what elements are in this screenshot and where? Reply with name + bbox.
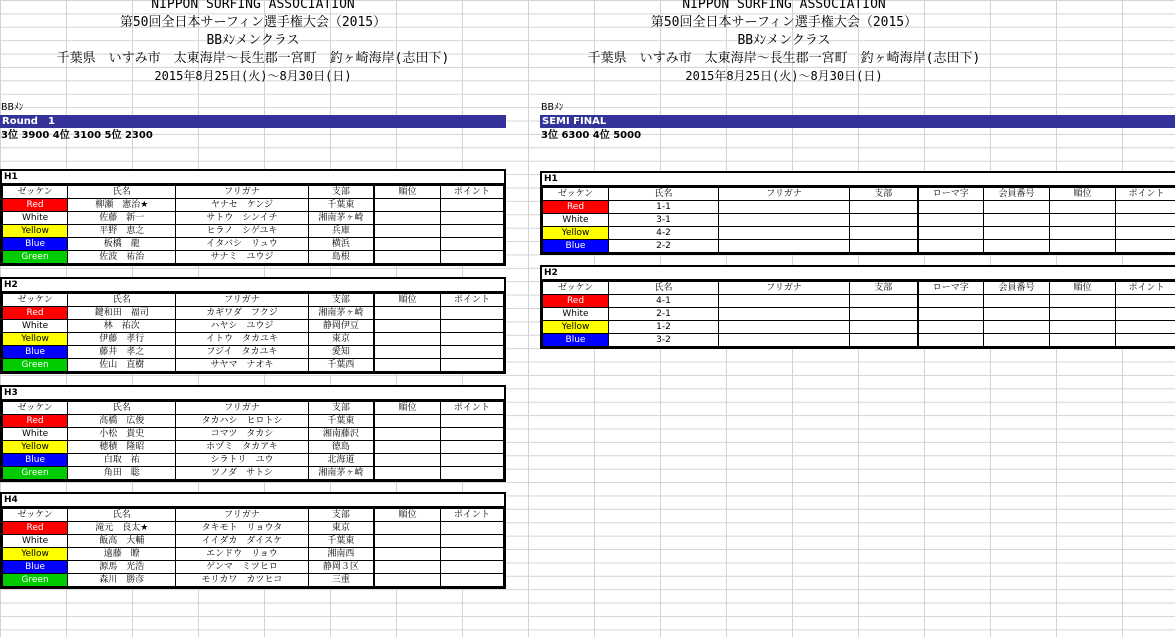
bib-color-cell: White — [543, 214, 609, 227]
kana-cell: ハヤシ ユウジ — [176, 320, 308, 333]
bib-color-cell: Yellow — [543, 321, 609, 334]
bib-color-cell: White — [543, 308, 609, 321]
column-header: 順位 — [1050, 282, 1116, 295]
branch-cell: 徳島 — [308, 441, 374, 454]
empty-cell — [918, 321, 984, 334]
empty-cell — [918, 240, 984, 253]
empty-cell — [374, 320, 440, 333]
branch-cell: 島根 — [308, 251, 374, 264]
empty-cell — [374, 346, 440, 359]
branch-cell: 湘南西 — [308, 548, 374, 561]
venue-title: 千葉県 いすみ市 太東海岸～長生郡一宮町 釣ヶ崎海岸(志田下) — [56, 51, 450, 66]
empty-cell — [1116, 334, 1175, 347]
empty-cell — [1116, 214, 1175, 227]
kana-cell: タキモト リョウタ — [176, 522, 308, 535]
table-row — [3, 251, 504, 264]
branch-cell: 兵庫 — [308, 225, 374, 238]
branch-cell: 湘南茅ヶ崎 — [308, 212, 374, 225]
bib-color-cell: Green — [3, 467, 68, 480]
branch-cell: 静岡伊豆 — [308, 320, 374, 333]
table-row — [3, 307, 504, 320]
bib-color-cell: White — [3, 320, 68, 333]
empty-cell — [374, 467, 440, 480]
heat-title: H2 — [542, 267, 1175, 281]
empty-cell — [918, 334, 984, 347]
prize-money: 3位 3900 4位 3100 5位 2300 — [1, 130, 153, 141]
table-row — [3, 561, 504, 574]
table-row — [3, 238, 504, 251]
section-label: BBﾒﾝ — [1, 102, 24, 113]
branch-cell: 横浜 — [308, 238, 374, 251]
table-row — [543, 321, 1175, 334]
column-header: ローマ字 — [918, 188, 984, 201]
column-header: ポイント — [440, 509, 503, 522]
kana-cell: サナミ ユウジ — [176, 251, 308, 264]
column-header: 順位 — [374, 294, 440, 307]
empty-cell — [918, 214, 984, 227]
empty-cell — [374, 574, 440, 587]
dates-title: 2015年8月25日(火)～8月30日(日) — [685, 69, 883, 83]
name-cell: 1-1 — [609, 201, 719, 214]
bib-color-cell: Yellow — [543, 227, 609, 240]
table-row — [3, 548, 504, 561]
empty-cell — [850, 240, 918, 253]
empty-cell — [984, 201, 1050, 214]
column-header: フリガナ — [719, 282, 850, 295]
dates-title: 2015年8月25日(火)～8月30日(日) — [154, 69, 352, 83]
heat-table — [2, 508, 504, 587]
heat-title: H3 — [2, 387, 504, 401]
kana-cell: シラトリ ユウ — [176, 454, 308, 467]
branch-cell: 湘南藤沢 — [308, 428, 374, 441]
empty-cell — [374, 238, 440, 251]
table-row — [543, 295, 1175, 308]
column-header: フリガナ — [176, 186, 308, 199]
heat-table — [2, 293, 504, 372]
column-header: 順位 — [374, 509, 440, 522]
column-header: 順位 — [374, 186, 440, 199]
bib-color-cell: Blue — [543, 240, 609, 253]
column-header: 氏名 — [68, 402, 176, 415]
table-row — [3, 359, 504, 372]
column-header: ポイント — [440, 294, 503, 307]
empty-cell — [1116, 295, 1175, 308]
empty-cell — [440, 212, 503, 225]
table-row — [543, 227, 1175, 240]
column-header: ゼッケン — [3, 509, 68, 522]
empty-cell — [719, 334, 850, 347]
heat-title: H1 — [542, 173, 1175, 187]
name-cell: 4-1 — [609, 295, 719, 308]
empty-cell — [918, 201, 984, 214]
empty-cell — [1050, 214, 1116, 227]
name-cell: 平野 恵之 — [68, 225, 176, 238]
kana-cell: サヤマ ナオキ — [176, 359, 308, 372]
kana-cell: エンドウ リョウ — [176, 548, 308, 561]
column-header: ポイント — [440, 402, 503, 415]
column-header: 氏名 — [609, 282, 719, 295]
name-cell: 佐藤 新一 — [68, 212, 176, 225]
table-row — [3, 467, 504, 480]
empty-cell — [440, 307, 503, 320]
header-row — [3, 509, 504, 522]
empty-cell — [719, 227, 850, 240]
branch-cell: 三重 — [308, 574, 374, 587]
column-header: ローマ字 — [918, 282, 984, 295]
header-row — [3, 402, 504, 415]
column-header: 支部 — [850, 188, 918, 201]
column-header: 氏名 — [609, 188, 719, 201]
empty-cell — [440, 320, 503, 333]
branch-cell: 東京 — [308, 522, 374, 535]
branch-cell: 千葉西 — [308, 359, 374, 372]
empty-cell — [440, 428, 503, 441]
column-header: 支部 — [850, 282, 918, 295]
kana-cell: タカハシ ヒロトシ — [176, 415, 308, 428]
empty-cell — [440, 225, 503, 238]
empty-cell — [984, 334, 1050, 347]
branch-cell: 湘南茅ヶ崎 — [308, 307, 374, 320]
empty-cell — [984, 321, 1050, 334]
empty-cell — [1050, 295, 1116, 308]
column-header: 会員番号 — [984, 282, 1050, 295]
kana-cell: ゲンマ ミツヒロ — [176, 561, 308, 574]
empty-cell — [984, 227, 1050, 240]
table-row — [3, 320, 504, 333]
empty-cell — [719, 240, 850, 253]
empty-cell — [1116, 227, 1175, 240]
header-row — [3, 294, 504, 307]
venue-title: 千葉県 いすみ市 太東海岸～長生郡一宮町 釣ヶ崎海岸(志田下) — [587, 51, 981, 66]
branch-cell: 千葉東 — [308, 415, 374, 428]
column-header: 支部 — [308, 186, 374, 199]
heat-block — [0, 169, 506, 266]
heat-title: H2 — [2, 279, 504, 293]
empty-cell — [1050, 334, 1116, 347]
name-cell: 林 祐次 — [68, 320, 176, 333]
right-panel — [540, 0, 1175, 637]
name-cell: 高橋 広俊 — [68, 415, 176, 428]
header-row — [3, 186, 504, 199]
bib-color-cell: Yellow — [3, 333, 68, 346]
empty-cell — [440, 415, 503, 428]
bib-color-cell: Blue — [543, 334, 609, 347]
bib-color-cell: Blue — [3, 454, 68, 467]
kana-cell: ヒラノ シゲユキ — [176, 225, 308, 238]
empty-cell — [1050, 240, 1116, 253]
bib-color-cell: Red — [3, 307, 68, 320]
bib-color-cell: Red — [3, 415, 68, 428]
empty-cell — [1050, 201, 1116, 214]
name-cell: 佐波 祐治 — [68, 251, 176, 264]
empty-cell — [440, 467, 503, 480]
table-row — [3, 225, 504, 238]
table-row — [3, 212, 504, 225]
column-header: ゼッケン — [3, 186, 68, 199]
bib-color-cell: White — [3, 212, 68, 225]
column-header: 氏名 — [68, 186, 176, 199]
bib-color-cell: Green — [3, 251, 68, 264]
name-cell: 滝元 良太★ — [68, 522, 176, 535]
kana-cell: イタバシ リュウ — [176, 238, 308, 251]
heat-table — [542, 281, 1175, 347]
name-cell: 1-2 — [609, 321, 719, 334]
table-row — [3, 415, 504, 428]
kana-cell: カギワダ フクジ — [176, 307, 308, 320]
name-cell: 2-2 — [609, 240, 719, 253]
empty-cell — [440, 346, 503, 359]
name-cell: 白取 祐 — [68, 454, 176, 467]
empty-cell — [440, 548, 503, 561]
bib-color-cell: Green — [3, 359, 68, 372]
org-title: NIPPON SURFING ASSOCIATION — [151, 0, 355, 12]
empty-cell — [440, 561, 503, 574]
branch-cell: 千葉東 — [308, 535, 374, 548]
empty-cell — [374, 561, 440, 574]
empty-cell — [918, 295, 984, 308]
empty-cell — [1116, 308, 1175, 321]
name-cell: 源馬 光浩 — [68, 561, 176, 574]
empty-cell — [984, 214, 1050, 227]
empty-cell — [374, 333, 440, 346]
bib-color-cell: Red — [3, 199, 68, 212]
empty-cell — [440, 251, 503, 264]
empty-cell — [374, 441, 440, 454]
table-row — [543, 334, 1175, 347]
empty-cell — [374, 359, 440, 372]
column-header: ポイント — [440, 186, 503, 199]
kana-cell: イイダカ ダイスケ — [176, 535, 308, 548]
name-cell: 4-2 — [609, 227, 719, 240]
empty-cell — [850, 295, 918, 308]
column-header: ゼッケン — [3, 402, 68, 415]
name-cell: 板橋 龍 — [68, 238, 176, 251]
column-header: 氏名 — [68, 294, 176, 307]
kana-cell: モリカワ カツヒコ — [176, 574, 308, 587]
name-cell: 森川 勝彦 — [68, 574, 176, 587]
empty-cell — [374, 199, 440, 212]
heat-table — [2, 185, 504, 264]
empty-cell — [374, 307, 440, 320]
empty-cell — [374, 212, 440, 225]
empty-cell — [440, 574, 503, 587]
empty-cell — [1116, 321, 1175, 334]
empty-cell — [850, 321, 918, 334]
heat-block — [540, 171, 1175, 255]
table-row — [543, 308, 1175, 321]
column-header: ゼッケン — [543, 188, 609, 201]
name-cell: 鍵和田 福司 — [68, 307, 176, 320]
column-header: ゼッケン — [543, 282, 609, 295]
category-title: BBﾒﾝメンクラス — [737, 33, 831, 48]
name-cell: 穂積 隆昭 — [68, 441, 176, 454]
name-cell: 角田 聡 — [68, 467, 176, 480]
name-cell: 伊藤 孝行 — [68, 333, 176, 346]
column-header: フリガナ — [176, 509, 308, 522]
heat-block — [540, 265, 1175, 349]
table-row — [3, 441, 504, 454]
name-cell: 佐山 直樹 — [68, 359, 176, 372]
name-cell: 柳瀬 憲治★ — [68, 199, 176, 212]
bib-color-cell: Yellow — [3, 225, 68, 238]
table-row — [3, 333, 504, 346]
name-cell: 小松 貴史 — [68, 428, 176, 441]
name-cell: 遠藤 瞭 — [68, 548, 176, 561]
empty-cell — [440, 441, 503, 454]
heat-block — [0, 277, 506, 374]
empty-cell — [440, 238, 503, 251]
empty-cell — [374, 428, 440, 441]
kana-cell: フジイ タカユキ — [176, 346, 308, 359]
branch-cell: 東京 — [308, 333, 374, 346]
table-row — [3, 199, 504, 212]
empty-cell — [1050, 321, 1116, 334]
branch-cell: 北海道 — [308, 454, 374, 467]
empty-cell — [850, 201, 918, 214]
column-header: フリガナ — [176, 402, 308, 415]
empty-cell — [374, 415, 440, 428]
name-cell: 藤井 孝之 — [68, 346, 176, 359]
event-title: 第50回全日本サーフィン選手権大会（2015） — [650, 15, 918, 30]
empty-cell — [374, 225, 440, 238]
empty-cell — [1116, 240, 1175, 253]
header-row — [543, 282, 1175, 295]
empty-cell — [719, 308, 850, 321]
empty-cell — [719, 321, 850, 334]
table-row — [3, 454, 504, 467]
column-header: 順位 — [374, 402, 440, 415]
column-header: 支部 — [308, 509, 374, 522]
bib-color-cell: Green — [3, 574, 68, 587]
bib-color-cell: Blue — [3, 561, 68, 574]
category-title: BBﾒﾝメンクラス — [206, 33, 300, 48]
empty-cell — [374, 522, 440, 535]
empty-cell — [719, 201, 850, 214]
column-header: ポイント — [1116, 188, 1175, 201]
name-cell: 飯高 大輔 — [68, 535, 176, 548]
bib-color-cell: Yellow — [3, 548, 68, 561]
kana-cell: イトウ タカユキ — [176, 333, 308, 346]
kana-cell: コマツ タカシ — [176, 428, 308, 441]
bib-color-cell: Blue — [3, 346, 68, 359]
table-row — [543, 240, 1175, 253]
heat-block — [0, 385, 506, 482]
column-header: フリガナ — [176, 294, 308, 307]
empty-cell — [440, 333, 503, 346]
empty-cell — [850, 214, 918, 227]
empty-cell — [850, 227, 918, 240]
empty-cell — [374, 535, 440, 548]
header-row — [543, 188, 1175, 201]
empty-cell — [850, 308, 918, 321]
empty-cell — [918, 227, 984, 240]
heat-block — [0, 492, 506, 589]
branch-cell: 静岡３区 — [308, 561, 374, 574]
empty-cell — [719, 214, 850, 227]
name-cell: 2-1 — [609, 308, 719, 321]
table-row — [3, 535, 504, 548]
empty-cell — [984, 240, 1050, 253]
empty-cell — [984, 295, 1050, 308]
heat-table — [542, 187, 1175, 253]
column-header: フリガナ — [719, 188, 850, 201]
table-row — [3, 574, 504, 587]
empty-cell — [440, 359, 503, 372]
table-row — [3, 522, 504, 535]
bib-color-cell: Red — [3, 522, 68, 535]
empty-cell — [1116, 201, 1175, 214]
branch-cell: 愛知 — [308, 346, 374, 359]
empty-cell — [440, 535, 503, 548]
empty-cell — [374, 251, 440, 264]
empty-cell — [440, 522, 503, 535]
column-header: 支部 — [308, 402, 374, 415]
empty-cell — [1050, 227, 1116, 240]
round-title-bar: SEMI FINAL — [540, 115, 1175, 128]
kana-cell: ホヅミ タカアキ — [176, 441, 308, 454]
heat-title: H1 — [2, 171, 504, 185]
empty-cell — [719, 295, 850, 308]
empty-cell — [850, 334, 918, 347]
empty-cell — [918, 308, 984, 321]
kana-cell: ツノダ サトシ — [176, 467, 308, 480]
prize-money: 3位 6300 4位 5000 — [541, 130, 642, 141]
empty-cell — [374, 548, 440, 561]
empty-cell — [984, 308, 1050, 321]
column-header: 順位 — [1050, 188, 1116, 201]
table-row — [543, 201, 1175, 214]
bib-color-cell: Blue — [3, 238, 68, 251]
empty-cell — [440, 454, 503, 467]
name-cell: 3-2 — [609, 334, 719, 347]
column-header: ゼッケン — [3, 294, 68, 307]
empty-cell — [1050, 308, 1116, 321]
heat-table — [2, 401, 504, 480]
section-label: BBﾒﾝ — [541, 102, 564, 113]
branch-cell: 千葉東 — [308, 199, 374, 212]
column-header: ポイント — [1116, 282, 1175, 295]
bib-color-cell: White — [3, 428, 68, 441]
heat-title: H4 — [2, 494, 504, 508]
bib-color-cell: Yellow — [3, 441, 68, 454]
bib-color-cell: Red — [543, 201, 609, 214]
bib-color-cell: White — [3, 535, 68, 548]
table-row — [3, 428, 504, 441]
round-title-bar: Round 1 — [0, 115, 506, 128]
column-header: 会員番号 — [984, 188, 1050, 201]
bib-color-cell: Red — [543, 295, 609, 308]
event-title: 第50回全日本サーフィン選手権大会（2015） — [119, 15, 387, 30]
table-row — [3, 346, 504, 359]
left-panel — [0, 0, 506, 637]
kana-cell: ヤナセ ケンジ — [176, 199, 308, 212]
kana-cell: サトウ シンイチ — [176, 212, 308, 225]
table-row — [543, 214, 1175, 227]
column-header: 支部 — [308, 294, 374, 307]
column-header: 氏名 — [68, 509, 176, 522]
org-title: NIPPON SURFING ASSOCIATION — [682, 0, 886, 12]
branch-cell: 湘南茅ヶ崎 — [308, 467, 374, 480]
empty-cell — [374, 454, 440, 467]
name-cell: 3-1 — [609, 214, 719, 227]
empty-cell — [440, 199, 503, 212]
